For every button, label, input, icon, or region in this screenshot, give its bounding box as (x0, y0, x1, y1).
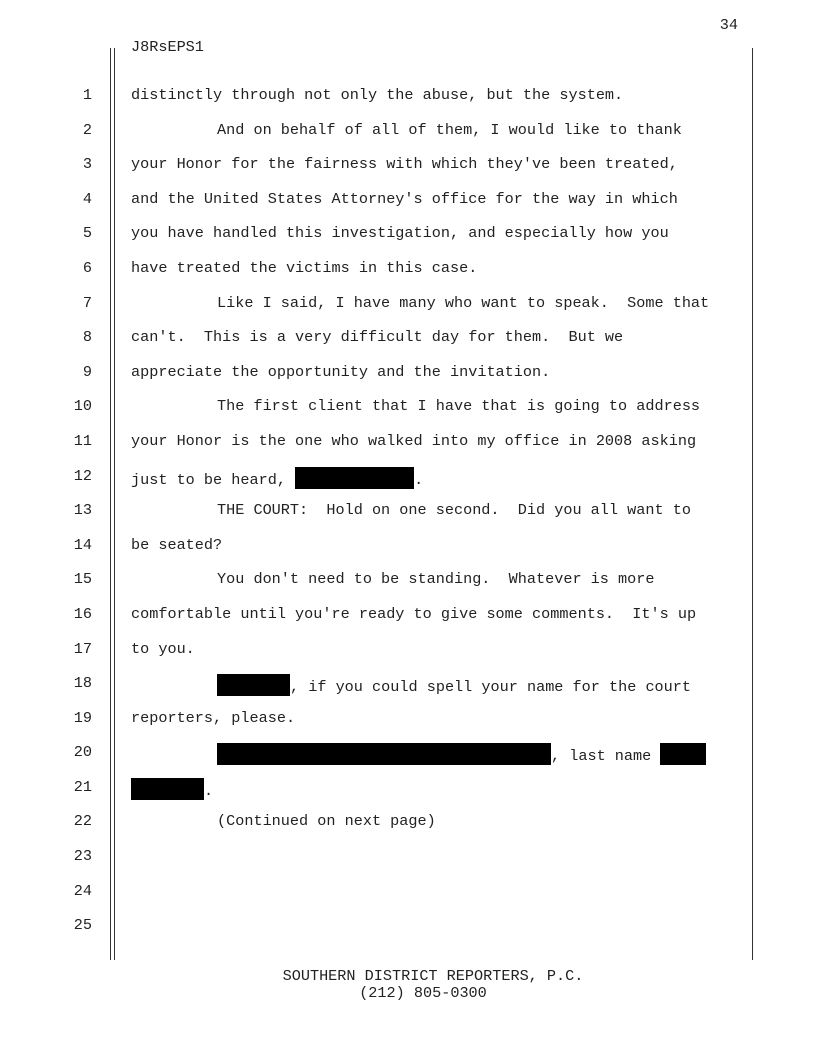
line-text (131, 121, 682, 139)
line-number: 14 (73, 535, 92, 554)
line-text-segment: be seated? (131, 535, 223, 554)
line-text-segment: The first client that I have that is going to address (217, 397, 701, 416)
line-text (131, 467, 423, 489)
line-text (131, 709, 295, 727)
transcript-line (0, 808, 816, 843)
line-text (131, 328, 623, 346)
transcript-line (0, 912, 816, 947)
line-text-segment: THE COURT: Hold on one second. Did you all want to (217, 501, 691, 520)
transcript-line (0, 463, 816, 498)
line-number: 3 (82, 155, 92, 174)
transcript-line (0, 774, 816, 809)
redaction-block (660, 743, 706, 765)
transcript-line (0, 359, 816, 394)
transcript-line (0, 878, 816, 913)
line-number: 1 (82, 86, 92, 104)
line-number: 12 (73, 466, 92, 485)
redaction-block (217, 674, 290, 696)
line-number: 23 (73, 847, 92, 866)
line-number: 7 (82, 293, 92, 312)
line-text-segment: you have handled this investigation, and especially how you (131, 224, 669, 243)
transcript-line (0, 186, 816, 221)
transcript-line (0, 82, 816, 117)
transcript-line (0, 843, 816, 878)
line-number: 18 (73, 674, 92, 693)
transcript-line (0, 532, 816, 567)
line-text-segment: appreciate the opportunity and the invitation. (131, 362, 551, 381)
transcript-line (0, 566, 816, 601)
line-text (131, 224, 669, 242)
line-text-segment: You don't need to be standing. Whatever is more (217, 570, 655, 589)
line-number: 17 (73, 639, 92, 658)
transcript-line (0, 220, 816, 255)
redaction-block (295, 467, 414, 489)
line-number: 13 (73, 501, 92, 520)
redaction-block (131, 778, 204, 800)
footer-phone: (212) 805-0300 (359, 984, 487, 1002)
line-text-segment: your Honor is the one who walked into my office in 2008 asking (131, 431, 697, 450)
line-text-segment: , if you could spell your name for the court (290, 678, 692, 697)
header-code: J8RsEPS1 (131, 38, 204, 56)
line-text-segment: . (204, 781, 214, 800)
transcript-line (0, 601, 816, 636)
line-text (131, 501, 691, 519)
line-text-segment: (Continued on next page) (217, 812, 436, 831)
line-text-segment: comfortable until you're ready to give some comments. It's up (131, 604, 697, 623)
line-text (131, 294, 709, 312)
line-text-segment: And on behalf of all of them, I would like to thank (217, 120, 682, 139)
line-text-segment: reporters, please. (131, 708, 296, 727)
line-text (131, 570, 654, 588)
line-number: 20 (73, 743, 92, 762)
line-text-segment: to you. (131, 639, 195, 658)
line-text-segment: Like I said, I have many who want to speak. Some that (217, 293, 710, 312)
transcript-line (0, 670, 816, 705)
line-text-segment: and the United States Attorney's office for the way in which (131, 189, 678, 208)
footer (0, 968, 816, 1002)
footer-reporter-name: SOUTHERN DISTRICT REPORTERS, P.C. (282, 967, 584, 985)
transcript-line (0, 428, 816, 463)
line-text (131, 432, 696, 450)
transcript-line (0, 290, 816, 325)
transcript-line (0, 739, 816, 774)
line-text (131, 363, 550, 381)
transcript-line (0, 705, 816, 740)
line-text-segment: distinctly through not only the abuse, but the system. (131, 86, 624, 104)
line-text (131, 605, 696, 623)
line-number: 4 (82, 189, 92, 208)
line-text (131, 640, 195, 658)
transcript-line (0, 393, 816, 428)
line-number: 9 (82, 362, 92, 381)
line-number: 22 (73, 812, 92, 831)
line-text (131, 812, 436, 830)
transcript-line (0, 636, 816, 671)
line-number: 15 (73, 570, 92, 589)
transcript-lines (0, 82, 816, 947)
line-number: 25 (73, 916, 92, 935)
line-text-segment: . (414, 470, 424, 489)
transcript-line (0, 497, 816, 532)
line-text-segment: can't. This is a very difficult day for them. But we (131, 328, 624, 347)
line-number: 24 (73, 881, 92, 900)
line-text-segment: your Honor for the fairness with which they've been treated, (131, 155, 678, 174)
transcript-line (0, 255, 816, 290)
line-text (131, 778, 213, 800)
line-number: 6 (82, 258, 92, 277)
redaction-block (217, 743, 551, 765)
line-text (131, 743, 706, 765)
transcript-line (0, 324, 816, 359)
line-number: 11 (73, 431, 92, 450)
line-text (131, 259, 477, 277)
line-text (131, 536, 222, 554)
line-text (131, 674, 691, 696)
line-text (131, 397, 700, 415)
line-text (131, 155, 678, 173)
line-text-segment: have treated the victims in this case. (131, 258, 478, 277)
line-number: 8 (82, 328, 92, 347)
line-number: 10 (73, 397, 92, 416)
line-text (131, 86, 623, 104)
line-number: 21 (73, 777, 92, 796)
line-number: 16 (73, 604, 92, 623)
line-number: 2 (82, 120, 92, 139)
line-number: 5 (82, 224, 92, 243)
transcript-line (0, 151, 816, 186)
transcript-line (0, 117, 816, 152)
page-number: 34 (719, 16, 738, 34)
line-text-segment: just to be heard, (131, 470, 296, 489)
line-number: 19 (73, 708, 92, 727)
line-text (131, 190, 678, 208)
line-text-segment: , last name (551, 747, 661, 766)
